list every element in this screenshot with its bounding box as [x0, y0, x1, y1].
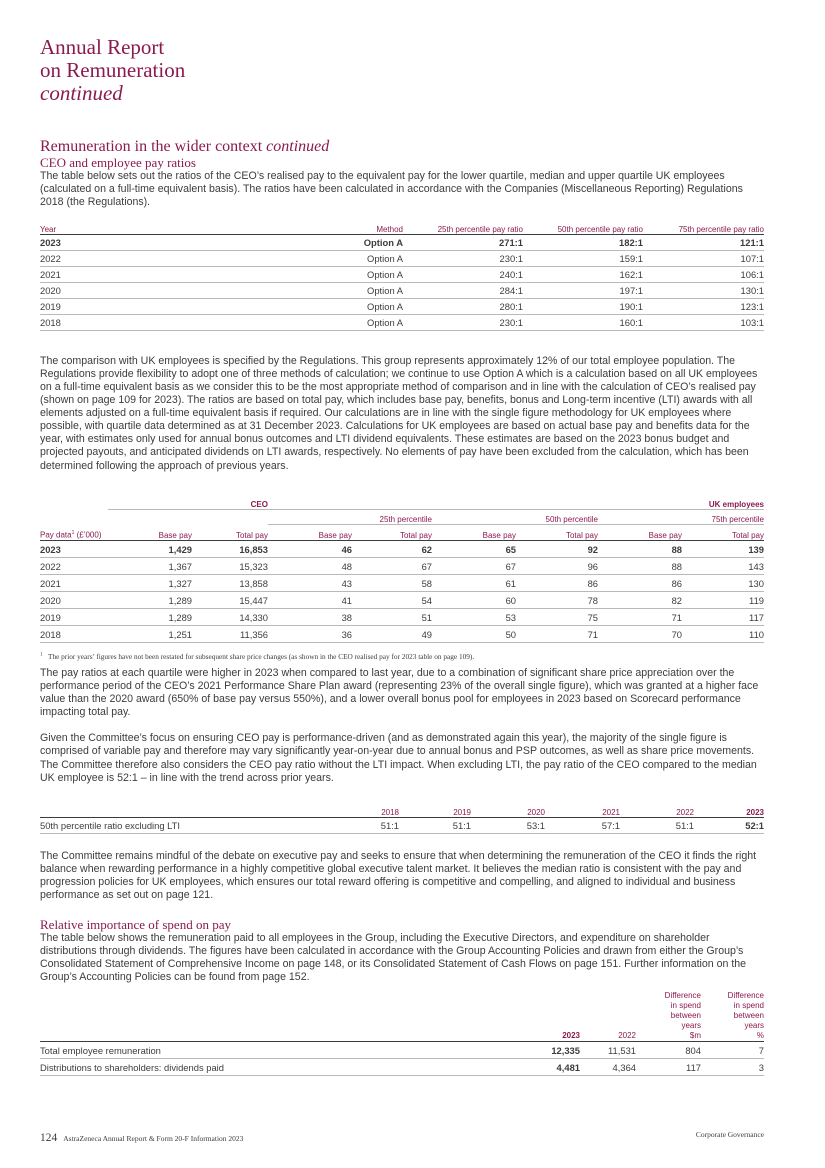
paragraph-committee: The Committee remains mindful of the debate on executive pay and seeks to ensure that when determining the remuneration of the CEO it finds the right balance when rewarding performance in a highly competitive global executive talent market. It believes the median ratio is consistent with the pay and progression policies for UK employees, which ensures our total reward offering is competitive and compelling, and aligned to individual and business performance as set out on page 121. — [40, 850, 757, 902]
table-cell: 15,323 — [192, 558, 268, 575]
col-header: 50th percentile pay ratio — [523, 219, 643, 234]
table-cell: Option A — [140, 250, 403, 266]
table-cell: 61 — [432, 575, 516, 592]
table-cell: 197:1 — [523, 282, 643, 298]
table-cell: 51:1 — [399, 818, 471, 834]
table-cell: 11,531 — [580, 1042, 636, 1059]
table-cell: 240:1 — [403, 266, 523, 282]
table-cell: 43 — [268, 575, 352, 592]
table-cell: 2023 — [40, 541, 108, 558]
table-cell: 62 — [352, 541, 432, 558]
table-cell: 1,289 — [108, 609, 192, 626]
ceo-group-header: CEO — [108, 493, 268, 510]
row-label: Total employee remuneration — [40, 1042, 518, 1059]
table-cell: 86 — [516, 575, 598, 592]
table-cell: 4,481 — [518, 1059, 580, 1076]
table-cell: 88 — [598, 558, 682, 575]
table-cell: 46 — [268, 541, 352, 558]
table-cell: 190:1 — [523, 298, 643, 314]
table-cell: 139 — [682, 541, 764, 558]
table-cell: 51 — [352, 609, 432, 626]
publication-name: AstraZeneca Annual Report & Form 20-F Information 2023 — [63, 1134, 244, 1143]
page-number: 124 — [40, 1132, 58, 1144]
table-cell: 2021 — [40, 266, 140, 282]
col-header: 2022 — [580, 991, 636, 1042]
table-cell: Option A — [140, 298, 403, 314]
table-cell: 67 — [352, 558, 432, 575]
table-cell: 2020 — [40, 282, 140, 298]
table-cell: 2022 — [40, 250, 140, 266]
table-cell: 1,251 — [108, 626, 192, 643]
table-cell: 7 — [701, 1042, 764, 1059]
col-header: Base pay — [432, 525, 516, 541]
pay-ratio-table — [40, 219, 764, 331]
section-heading: Remuneration in the wider context continued — [40, 138, 330, 155]
table-cell: 78 — [516, 592, 598, 609]
table-cell: 86 — [598, 575, 682, 592]
col-header: Total pay — [682, 525, 764, 541]
table-cell: 13,858 — [192, 575, 268, 592]
table-row — [40, 266, 764, 282]
p25-header: 25th percentile — [268, 510, 432, 525]
table-cell: 2023 — [40, 234, 140, 250]
table-cell: 12,335 — [518, 1042, 580, 1059]
table-cell: 130:1 — [643, 282, 764, 298]
table-cell: 2020 — [40, 592, 108, 609]
table-cell: 159:1 — [523, 250, 643, 266]
col-header: Total pay — [516, 525, 598, 541]
table-row — [40, 1059, 764, 1076]
table-cell: 2021 — [40, 575, 108, 592]
table-cell: 119 — [682, 592, 764, 609]
table-cell: 123:1 — [643, 298, 764, 314]
table-cell: 162:1 — [523, 266, 643, 282]
table-cell: 103:1 — [643, 314, 764, 330]
pay-data-group-row — [40, 493, 764, 510]
table-cell: 230:1 — [403, 250, 523, 266]
explanation-section — [40, 667, 764, 785]
page-footer — [40, 1128, 764, 1142]
spend-intro: The table below shows the remuneration paid to all employees in the Group, including the Executive Directors, and expenditure on shareholder distributions through dividends. The figures have been calculated in accordance with the Group Accounting Policies and drawn from either the Group’s Consolidated Statement of Comprehensive Income on page 148, or its Consolidated Statement of Cash Flows on page 151. Further information on the Group’s Accounting Policies can be found from page 152. — [40, 932, 747, 984]
table-cell: Option A — [140, 266, 403, 282]
table-cell: 38 — [268, 609, 352, 626]
row-label: Distributions to shareholders: dividends paid — [40, 1059, 518, 1076]
p50-header: 50th percentile — [432, 510, 598, 525]
table-cell: 107:1 — [643, 250, 764, 266]
table-cell: 1,367 — [108, 558, 192, 575]
pay-ratio-header-row — [40, 219, 764, 234]
table-cell: 53:1 — [471, 818, 545, 834]
col-header: 2023 — [518, 991, 580, 1042]
table-cell: 14,330 — [192, 609, 268, 626]
table-cell: 53 — [432, 609, 516, 626]
table-cell: 71 — [516, 626, 598, 643]
table-cell: 117 — [636, 1059, 701, 1076]
table-cell: 110 — [682, 626, 764, 643]
page-title-line-2: on Remuneration — [40, 58, 186, 82]
table-row — [40, 626, 764, 643]
ceo-ratios-section — [40, 138, 764, 473]
pay-data-percentile-row — [40, 510, 764, 525]
pay-data-header-row — [40, 525, 764, 541]
table-cell: 57:1 — [545, 818, 620, 834]
ltI-ratio-table — [40, 803, 764, 834]
col-header: 2018 — [254, 803, 399, 818]
col-header: Base pay — [268, 525, 352, 541]
table-row — [40, 314, 764, 330]
table-cell: 804 — [636, 1042, 701, 1059]
col-header: 2022 — [620, 803, 694, 818]
table-cell: 52:1 — [694, 818, 764, 834]
table-row — [40, 818, 764, 834]
table-row — [40, 234, 764, 250]
table-cell: 106:1 — [643, 266, 764, 282]
table-row — [40, 575, 764, 592]
page-header — [40, 36, 440, 105]
col-header: Base pay — [598, 525, 682, 541]
table-cell: 2022 — [40, 558, 108, 575]
table-cell: 117 — [682, 609, 764, 626]
pay-data-table — [40, 493, 764, 643]
table-row — [40, 1042, 764, 1059]
table-cell: 182:1 — [523, 234, 643, 250]
table-cell: 36 — [268, 626, 352, 643]
table-cell: 284:1 — [403, 282, 523, 298]
ceo-ratios-intro: The table below sets out the ratios of the CEO’s realised pay to the equivalent pay for the lower quartile, median and upper quartile UK employees (calculated on a full-time equivalent basis). The ratios have been calculated in accordance with the Companies (Miscellaneous Reporting) Regulations 2018 (the Regulations). — [40, 170, 743, 209]
table-cell: 88 — [598, 541, 682, 558]
section-heading-suffix: continued — [266, 138, 330, 155]
table-cell: 75 — [516, 609, 598, 626]
col-header: 2023 — [694, 803, 764, 818]
spend-table — [40, 991, 764, 1076]
col-header: Base pay — [108, 525, 192, 541]
table-cell: 2019 — [40, 609, 108, 626]
table-cell: 3 — [701, 1059, 764, 1076]
page-title-line-3: continued — [40, 81, 123, 105]
table-cell: 143 — [682, 558, 764, 575]
table-cell: 49 — [352, 626, 432, 643]
table-cell: 1,289 — [108, 592, 192, 609]
spend-header-row — [40, 991, 764, 1042]
table-cell: 271:1 — [403, 234, 523, 250]
table-row — [40, 282, 764, 298]
spend-heading: Relative importance of spend on pay — [40, 917, 231, 932]
col-header: 75th percentile pay ratio — [643, 219, 764, 234]
uk-employees-group-header: UK employees — [268, 493, 764, 510]
table-cell: 51:1 — [620, 818, 694, 834]
pay-data-section — [40, 493, 764, 661]
col-header: 2019 — [399, 803, 471, 818]
col-header: Year — [40, 219, 140, 234]
table-cell: Option A — [140, 234, 403, 250]
col-header: Difference in spend between years % — [701, 991, 764, 1042]
table-cell: 41 — [268, 592, 352, 609]
table-cell: 70 — [598, 626, 682, 643]
table-row — [40, 609, 764, 626]
table-row — [40, 558, 764, 575]
table-cell: 121:1 — [643, 234, 764, 250]
table-cell: 11,356 — [192, 626, 268, 643]
paragraph-ltI-impact: Given the Committee’s focus on ensuring CEO pay is performance-driven (and as demonstrated again this year), the majority of the single figure is comprised of variable pay and therefore may vary significantly year-on-year due to annual bonus and PSP outcomes, as well as share price movements. The Committee therefore also considers the CEO pay ratio without the LTI impact. When excluding LTI, the pay ratio of the CEO compared to the median UK employee is 52:1 – in line with the trend across prior years. — [40, 732, 757, 784]
table-cell: 50 — [432, 626, 516, 643]
table-cell: 1,327 — [108, 575, 192, 592]
col-header: Total pay — [352, 525, 432, 541]
table-cell: 71 — [598, 609, 682, 626]
table-cell: 2018 — [40, 314, 140, 330]
table-cell: 60 — [432, 592, 516, 609]
spend-section — [40, 918, 764, 1076]
table-row — [40, 298, 764, 314]
table-cell: 4,364 — [580, 1059, 636, 1076]
table-cell: 130 — [682, 575, 764, 592]
col-header: Total pay — [192, 525, 268, 541]
page-title-line-1: Annual Report — [40, 35, 165, 59]
p75-header: 75th percentile — [598, 510, 764, 525]
table-cell: Option A — [140, 282, 403, 298]
table-cell: 2019 — [40, 298, 140, 314]
col-header: Difference in spend between years $m — [636, 991, 701, 1042]
table-cell: 58 — [352, 575, 432, 592]
table-cell: 82 — [598, 592, 682, 609]
table-cell: 96 — [516, 558, 598, 575]
table-cell: 65 — [432, 541, 516, 558]
col-header: 2021 — [545, 803, 620, 818]
table-row — [40, 250, 764, 266]
table-cell: 160:1 — [523, 314, 643, 330]
pay-data-label-header: Pay data$^1$ (£’000) — [40, 525, 108, 541]
ltI-ratio-section — [40, 803, 764, 834]
col-header: 2020 — [471, 803, 545, 818]
ceo-ratios-heading: CEO and employee pay ratios — [40, 155, 196, 170]
ltI-ratio-header-row — [40, 803, 764, 818]
table-cell: 67 — [432, 558, 516, 575]
comparison-paragraph: The comparison with UK employees is specified by the Regulations. This group represents approximately 12% of our total employee population. The Regulations provide flexibility to adopt one of three methods of calculation; we continue to use Option A which is a calculation based on all UK employees on a full-time equivalent basis as we consider this to be the most appropriate method of comparison and in line with the calculation of CEO’s realised pay (shown on page 109 for 2023). The ratios are based on total pay, which includes base pay, benefits, bonus and Long-term incentive (LTI) awards with all elements adjusted on a full-time equivalent basis if required. Our calculations are in line with the single figure methodology for UK employees where possible, with quartile data determined as at 31 December 2023. Calculations for UK employees are based on actual base pay and benefits data for the year, with estimates only used for annual bonus outcomes and LTI dividend equivalents. These estimates are based on the 2023 bonus budget and projected payouts, and anticipated dividends on LTI awards, respectively. No elements of pay have been excluded from the calculation, which has been determined following the approach of previous years. — [40, 354, 758, 472]
col-header: 25th percentile pay ratio — [403, 219, 523, 234]
table-cell: Option A — [140, 314, 403, 330]
table-cell: 2018 — [40, 626, 108, 643]
row-label: 50th percentile ratio excluding LTI — [40, 818, 254, 834]
committee-paragraph-section — [40, 850, 764, 902]
table-cell: 51:1 — [254, 818, 399, 834]
table-cell: 15,447 — [192, 592, 268, 609]
table-cell: 92 — [516, 541, 598, 558]
table-cell: 54 — [352, 592, 432, 609]
table-cell: 16,853 — [192, 541, 268, 558]
table-cell: 230:1 — [403, 314, 523, 330]
table-cell: 1,429 — [108, 541, 192, 558]
paragraph-pay-ratio-change: The pay ratios at each quartile were higher in 2023 when compared to last year, due to a combination of significant share price appreciation over the performance period of the CEO’s 2021 Performance Share Plan award (representing 23% of the overall single figure), which was granted at a higher face value than the 2020 award (650% of base pay versus 550%), and a lower overall bonus pool for employees in 2023 based on Scorecard performance impacting total pay. — [40, 667, 759, 719]
table-cell: 280:1 — [403, 298, 523, 314]
table-cell: 48 — [268, 558, 352, 575]
table-row — [40, 592, 764, 609]
pay-data-footnote: $^1$ The prior years’ figures have not been restated for subsequent share price changes (as shown in the CEO realised pay for 2023 table on page 109). — [40, 652, 475, 661]
section-name: Corporate Governance — [695, 1130, 764, 1139]
table-row — [40, 541, 764, 558]
col-header: Method — [140, 219, 403, 234]
